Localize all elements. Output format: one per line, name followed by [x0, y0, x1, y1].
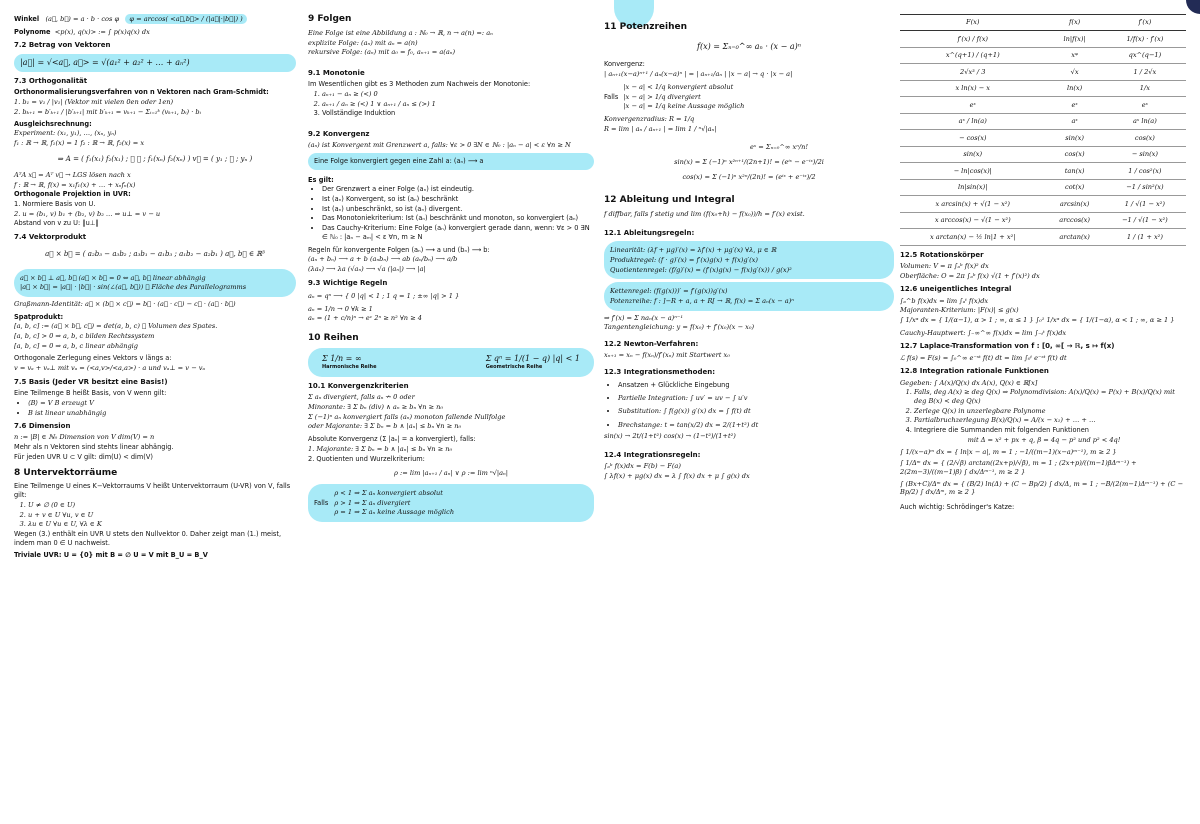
table-cell: 1 / 2√x	[1104, 64, 1186, 80]
table-cell: xᵠ	[1045, 47, 1103, 63]
table-body	[900, 31, 1186, 245]
table-row	[900, 130, 1186, 146]
table-row	[900, 179, 1186, 195]
table-cell: qx^(q−1)	[1104, 47, 1186, 63]
table-cell: aˣ / ln(a)	[900, 113, 1045, 129]
table-row	[900, 47, 1186, 63]
column-1: Winkel (a⃗, b⃗) = a · b · cos φ φ = arccos( <a⃗,b⃗> / (|a⃗|·|b⃗|) ) Polynome <p(x), q(x)> := ∫ p(x)q(x) dx 7.2 Betrag von Vektoren |a⃗| = √<a⃗, a⃗> = √(a₁² + a₂² + … + aₙ²) 7.3 Orthogonalität Orthonormalisierungsverfahren von n Vektoren nach Gram-Schmidt: 1. b₁ = v₁ / |v₁| (Vektor mit vielen 0en oder 1en) 2. bₖ₊₁ = b′ₖ₊₁ / |b′ₖ₊₁| mit b′ₖ₊₁ = vₖ₊₁ − Σᵢ₌₁ᵏ (vₖ₊₁, bᵢ) · bᵢ Ausgleichsrechnung: Experiment: (x₁, y₁), …, (xₙ, yₙ) f₁ : ℝ → ℝ, f₁(x) = 1 f₂ : ℝ → ℝ, f₂(x) = x ⇒ A = ( f₁(x₁) f₂(x₁) ; ⋮ ⋮ ; f₁(xₙ) f₂(xₙ) ) v⃗ = ( y₁ ; ⋮ ; yₙ ) AᵀA x⃗ = Aᵀ v⃗ → LGS lösen nach x f : ℝ → ℝ, f(x) = x₁f₁(x) + … + xₙfₙ(x) Orthogonale Projektion in UVR: 1. Normiere Basis von U. 2. u = (b₁, v) b₁ + (b₂, v) b₂ … ⇒ u⊥ = v − u Abstand von v zu U: ‖u⊥‖ 7.4 Vektorprodukt a⃗ × b⃗ = ( a₂b₃ − a₃b₂ ; a₃b₁ − a₁b₃ ; a₁b₂ − a₂b₁ ) a⃗, b⃗ ∈ ℝ³ a⃗ × b⃗ ⊥ a⃗, b⃗ (a⃗ × b⃗ = 0 ⇔ a⃗, b⃗ linear abhängig |a⃗ × b⃗| = |a⃗| · |b⃗| · sin(∠(a⃗, b⃗)) ≙ Fläche des Parallelogramms Graßmann-Identität: a⃗ × (b⃗ × c⃗) = b⃗ · (a⃗ · c⃗) − c⃗ · (a⃗ · b⃗) Spatprodukt: [a, b, c] := (a⃗ × b⃗, c⃗) = det(a, b, c) ≙ Volumen des Spates. [a, b, c] > 0 ⇒ a, b, c bilden Rechtssystem [a, b, c] = 0 ⇒ a, b, c linear abhängig Orthogonale Zerlegung eines Vektors v längs a: v = vₐ + vₐ⊥ mit vₐ = (<a,v>/<a,a>) · a und vₐ⊥ = v − vₐ 7.5 Basis (Jeder VR besitzt eine Basis!) Eine Teilmenge B heißt Basis, von V wenn gilt: • ⟨B⟩ = V B erzeugt V • B ist linear unabhängig 7.6 Dimension n := |B| ∈ ℕ₀ Dimension von V dim(V) = n Mehr als n Vektoren sind stehts linear abhängig. Für jeden UVR U ⊂ V gilt: dim(U) < dim(V) 8 Untervektorräume Eine Teilmenge U eines K−Vektorraums V heißt Untervektorraum (U-VR) von V, falls gilt: 1. U ≠ ∅ (0 ∈ U) 2. u + v ∈ U ∀u, v ∈ U 3. λu ∈ U ∀u ∈ U, ∀λ ∈ K Wegen (3.) enthält ein UVR U stets den Nullvektor 0. Daher zeigt man (1.) meist, indem man 0 ∈ U nachweist. Triviale UVR: U = {0} mit B = ∅ U = V mit B_U = B_V	[14, 14, 296, 561]
section-7-4: 7.4 Vektorprodukt	[14, 233, 87, 242]
table-cell: 1 / cos²(x)	[1104, 163, 1186, 179]
polynome-line: Polynome <p(x), q(x)> := ∫ p(x)q(x) dx	[14, 27, 150, 36]
vektorprodukt-highlight: a⃗ × b⃗ ⊥ a⃗, b⃗ (a⃗ × b⃗ = 0 ⇔ a⃗, b⃗ linear abhängig |a⃗ × b⃗| = |a⃗| · |b⃗| · sin(∠(a⃗, b⃗)) ≙ Fläche des Parallelogramms	[14, 269, 296, 297]
table-header-cell: f′(x)	[1104, 15, 1186, 31]
ausgleich-matrix: ⇒ A = ( f₁(x₁) f₂(x₁) ; ⋮ ⋮ ; f₁(xₙ) f₂(xₙ) ) v⃗ = ( y₁ ; ⋮ ; yₙ )	[57, 154, 253, 163]
section-12: 12 Ableitung und Integral	[604, 195, 735, 206]
rationale-list: 1. Falls, deg A(x) ≥ deg Q(x) ⇒ Polynomdivision: A(x)/Q(x) = P(x) + B(x)/Q(x) mit deg B(x) < deg Q(x) 2. Zerlege Q(x) in unzerlegbare Polynome 3. Partialbruchzerlegung B(x)/Q(x) = A/(x − x₁) + … + … 4. Integriere die Summanden mit folgenden Funktionen	[914, 388, 1188, 435]
betrag-highlight: |a⃗| = √<a⃗, a⃗> = √(a₁² + a₂² + … + aₙ²)	[14, 54, 296, 73]
section-12-5: 12.5 Rotationskörper	[900, 250, 984, 259]
table-cell: ln|f(x)|	[1045, 31, 1103, 47]
table-header-cell: F(x)	[900, 15, 1045, 31]
corner-mark	[1186, 0, 1200, 14]
table-cell: aˣ	[1045, 113, 1103, 129]
table-cell: 1 / √(1 − x²)	[1104, 196, 1186, 212]
table-cell: arctan(x)	[1045, 229, 1103, 245]
table-row	[900, 31, 1186, 47]
table-cell: x arcsin(x) + √(1 − x²)	[900, 196, 1045, 212]
section-9-3: 9.3 Wichtige Regeln	[308, 278, 388, 287]
table-cell: x arccos(x) − √(1 − x²)	[900, 212, 1045, 228]
table-cell: f′(x) / f(x)	[900, 31, 1045, 47]
section-10-1: 10.1 Konvergenzkriterien	[308, 382, 409, 391]
table-cell: ln(x)	[1045, 80, 1103, 96]
cauchy-line: Cauchy-Hauptwert: ∫₋∞^∞ f(x)dx = lim ∫₋ₜᵗ f(x)dx	[900, 328, 1067, 337]
konvergenz-cases: Falls |x − a| < 1/q konvergiert absolut |x − a| > 1/q divergiert |x − a| = 1/q keine Aussage möglich	[604, 82, 745, 111]
section-7-3: 7.3 Orthogonalität	[14, 77, 88, 86]
section-9-1: 9.1 Monotonie	[308, 68, 365, 77]
table-header-cell: f(x)	[1045, 15, 1103, 31]
konvergenz-highlight: Eine Folge konvergiert gegen eine Zahl a: (aₙ) ⟶ a	[308, 153, 594, 170]
table-cell: − sin(x)	[1104, 146, 1186, 162]
table-cell: 2√x³ / 3	[900, 64, 1045, 80]
winkel-highlight: φ = arccos( <a⃗,b⃗> / (|a⃗|·|b⃗|) )	[125, 14, 246, 24]
basis-list: • ⟨B⟩ = V B erzeugt V • B ist linear unabhängig	[28, 399, 296, 417]
table-cell: − ln|cos(x)|	[900, 163, 1045, 179]
section-12-1: 12.1 Ableitungsregeln:	[604, 229, 695, 238]
table-header-row	[900, 15, 1186, 31]
table-row	[900, 146, 1186, 162]
table-cell: arcsin(x)	[1045, 196, 1103, 212]
table-row	[900, 97, 1186, 113]
table-cell: 1/x	[1104, 80, 1186, 96]
ableitungs-tabelle	[900, 14, 1186, 246]
column-4: F(x) f(x) f′(x) f′(x) / f(x) ln|f(x)| 1/f(x) · f′(x) x^(q+1) / (q+1) xᵠ qx^(q−1) 2√x³ / 3 √x 1 / 2√x x ln(x) − x ln(x) 1/x eˣ eˣ eˣ aˣ / ln(a) aˣ aˣ ln(a) − cos(x) sin(x) cos(x) sin(x) cos(x) − sin(x) − ln|cos(x)| tan(x) 1 / cos²(x) ln|sin(x)| cot(x) −1 / sin²(x) x arcsin(x) + √(1 − x²) arcsin(x) 1 / √(1 − x²) x arccos(x) − √(1 − x²) arccos(x) −1 / √(1 − x²) x arctan(x) − ½ ln|1 + x²| arctan(x) 1 / (1 + x²) 12.5 Rotationskörper Volumen: V = π ∫ₐᵇ f(x)² dx Oberfläche: O = 2π ∫ₐᵇ f(x) √(1 + f′(x)²) dx 12.6 uneigentliches Integral ∫ₐ^b f(x)dx = lim ∫ₐᵗ f(x)dx Majoranten-Kriterium: |F(x)| ≤ g(x) ∫ 1/xᵅ dx = { 1/(α−1), α > 1 ; ∞, α ≤ 1 } ∫₀¹ 1/xᵅ dx = { 1/(1−α), α < 1 ; ∞, α ≥ 1 } Cauchy-Hauptwert: ∫₋∞^∞ f(x)dx = lim ∫₋ₜᵗ f(x)dx 12.7 Laplace-Transformation von f : [0, ∞[ → ℝ, s ↦ f(x) ℒ f(s) = F(s) = ∫₀^∞ e⁻ˢᵗ f(t) dt = lim ∫₀ᵗ e⁻ˢᵗ f(t) dt 12.8 Integration rationale Funktionen Gegeben: ∫ A(x)/Q(x) dx A(x), Q(x) ∈ ℝ[x] 1. Falls, deg A(x) ≥ deg Q(x) ⇒ Polynomdivision: A(x)/Q(x) = P(x) + B(x)/Q(x) mit deg B(x) < deg Q(x) 2. Zerlege Q(x) in unzerlegbare Polynome 3. Partialbruchzerlegung B(x)/Q(x) = A/(x − x₁) + … + … 4. Integriere die Summanden mit folgenden Funktionen mit Δ = x² + px + q, β = 4q − p² und p² < 4q! ∫ 1/(x−a)ᵐ dx = { ln|x − a|, m = 1 ; −1/((m−1)(x−a)ᵐ⁻¹), m ≥ 2 } ∫ 1/Δᵐ dx = { (2/√β) arctan((2x+p)/√β), m = 1 ; (2x+p)/((m−1)βΔᵐ⁻¹) + 2(2m−3)/((m−1)β) ∫ dx/Δᵐ⁻¹, m ≥ 2 } ∫ (Bx+C)/Δᵐ dx = { (B/2) ln(Δ) + (C − Bp/2) ∫ dx/Δ, m = 1 ; −B/(2(m−1)Δᵐ⁻¹) + (C − Bp/2) ∫ dx/Δᵐ, m ≥ 2 } Auch wichtig: Schrödinger's Katze:	[900, 14, 1188, 513]
section-9: 9 Folgen	[308, 14, 352, 24]
table-cell: cot(x)	[1045, 179, 1103, 195]
section-7-5: 7.5 Basis (Jeder VR besitzt eine Basis!)	[14, 377, 168, 386]
table-cell: sin(x)	[1045, 130, 1103, 146]
table-row	[900, 163, 1186, 179]
section-12-3: 12.3 Integrationsmethoden:	[604, 368, 716, 377]
reihen-highlight: Σ 1/n = ∞ Harmonische Reihe Σ qⁿ = 1/(1 − q) |q| < 1 Geometrische Reihe	[308, 348, 594, 377]
section-7-2: 7.2 Betrag von Vektoren	[14, 41, 111, 50]
table-row	[900, 80, 1186, 96]
section-10: 10 Reihen	[308, 333, 359, 344]
column-3: 11 Potenzreihen f(x) = Σₙ₌₀^∞ aₙ · (x − a)ⁿ Konvergenz: | aₙ₊₁(x−a)ⁿ⁺¹ / aₙ(x−a)ⁿ | = | aₙ₊₁/aₙ | |x − a| → q · |x − a| Falls |x − a| < 1/q konvergiert absolut |x − a| > 1/q divergiert |x − a| = 1/q keine Aussage möglich Konvergenzradius: R = 1/q R = lim | aₙ / aₙ₊₁ | = lim 1 / ⁿ√|aₙ| eˣ = Σₙ₌₀^∞ xⁿ/n! sin(x) = Σ (−1)ⁿ x²ⁿ⁺¹/(2n+1)! = (eⁱˣ − e⁻ⁱˣ)/2i cos(x) = Σ (−1)ⁿ x²ⁿ/(2n)! = (eⁱˣ + e⁻ⁱˣ)/2 12 Ableitung und Integral f diffbar, falls f stetig und lim (f(x₀+h) − f(x₀))/h = f′(x) exist. 12.1 Ableitungsregeln: Linearität: (λf + μg)′(x) = λf′(x) + μg′(x) ∀λ, μ ∈ ℝ Produktregel: (f · g)′(x) = f′(x)g(x) + f(x)g′(x) Quotientenregel: (f/g)′(x) = (f′(x)g(x) − f(x)g′(x)) / g(x)² Kettenregel: (f(g(x)))′ = f′(g(x))g′(x) Potenzreihe: f : ]−R + a, a + R[ → ℝ, f(x) = Σ aₙ(x − a)ⁿ ⇒ f′(x) = Σ naₙ(x − a)ⁿ⁻¹ Tangentengleichung: y = f(x₀) + f′(x₀)(x − x₀) 12.2 Newton-Verfahren: xₙ₊₁ = xₙ − f(xₙ)/f′(xₙ) mit Startwert x₀ 12.3 Integrationsmethoden: • Ansatzen + Glückliche Eingebung • Partielle Integration: ∫ uv′ = uv − ∫ u′v • Substitution: ∫ f(g(x)) g′(x) dx = ∫ f(t) dt • Brechstange: t = tan(x/2) dx = 2/(1+t²) dt sin(x) → 2t/(1+t²) cos(x) → (1−t²)/(1+t²) 12.4 Integrationsregeln: ∫ₐᵇ f(x)dx = F(b) − F(a) ∫ λf(x) + μg(x) dx = λ ∫ f(x) dx + μ ∫ g(x) dx	[604, 14, 894, 482]
winkel-line: Winkel (a⃗, b⃗) = a · b · cos φ φ = arccos( <a⃗,b⃗> / (|a⃗|·|b⃗|) )	[14, 15, 296, 24]
table-cell: tan(x)	[1045, 163, 1103, 179]
table-cell: x ln(x) − x	[900, 80, 1045, 96]
column-2: 9 Folgen Eine Folge ist eine Abbildung a : ℕ₀ → ℝ, n → a(n) =: aₙ explizite Folge: (aₙ) mit aₙ = a(n) rekursive Folge: (aₙ) mit a₀ = f₀, aₙ₊₁ = a(aₙ) 9.1 Monotonie Im Wesentlichen gibt es 3 Methoden zum Nachweis der Monotonie: 1. aₙ₊₁ − aₙ ≥ (<) 0 2. aₙ₊₁ / aₙ ≥ (<) 1 ∨ aₙ₊₁ / aₙ ≤ (>) 1 3. Vollständige Induktion 9.2 Konvergenz (aₙ) ist Konvergent mit Grenzwert a, falls: ∀ε > 0 ∃N ∈ ℕ₀ : |aₙ − a| < ε ∀n ≥ N Eine Folge konvergiert gegen eine Zahl a: (aₙ) ⟶ a Es gilt: • Der Grenzwert a einer Folge (aₙ) ist eindeutig. • Ist (aₙ) Konvergent, so ist (aₙ) beschränkt • Ist (aₙ) unbeschränkt, so ist (aₙ) divergent. • Das Monotoniekriterium: Ist (aₙ) beschränkt und monoton, so konvergiert (aₙ) • Das Cauchy-Kriterium: Eine Folge (aₙ) konvergiert gerade dann, wenn: ∀ε > 0 ∃N ∈ ℕ₀ : |aₙ − aₘ| < ε ∀n, m ≥ N Regeln für konvergente Folgen (aₙ) ⟶ a und (bₙ) ⟶ b: (aₙ + bₙ) ⟶ a + b (aₙbₙ) ⟶ ab (aₙ/bₙ) ⟶ a/b (λaₙ) ⟶ λa (√aₙ) ⟶ √a (|aₙ|) ⟶ |a| 9.3 Wichtige Regeln aₙ = qⁿ ⟶ { 0 |q| < 1 ; 1 q = 1 ; ±∞ |q| > 1 } aₙ = 1/n → 0 ∀k ≥ 1 aₙ = (1 + c/n)ⁿ → eᶜ 2ⁿ ≥ n² ∀n ≥ 4 10 Reihen Σ 1/n = ∞ Harmonische Reihe Σ qⁿ = 1/(1 − q) |q| < 1 Geometrische Reihe 10.1 Konvergenzkriterien Σ aₙ divergiert, falls aₙ ↛ 0 oder Minorante: ∃ Σ bₙ (div) ∧ aₙ ≥ bₙ ∀n ≥ n₀ Σ (−1)ⁿ aₙ konvergiert falls (aₙ) monoton fallende Nullfolge oder Majorante: ∃ Σ bₙ = b ∧ |aₙ| ≤ bₙ ∀n ≥ n₀ Absolute Konvergenz (Σ |aₙ| = a konvergiert), falls: 1. Majorante: ∃ Σ bₙ = b ∧ |aₙ| ≤ bₙ ∀n ≥ n₀ 2. Quotienten und Wurzelkriterium: ρ := lim |aₙ₊₁ / aₙ| ∨ ρ := lim ⁿ√|aₙ| Falls ρ < 1 ⇒ Σ aₙ konvergiert absolut ρ > 1 ⇒ Σ aₙ divergiert ρ = 1 ⇒ Σ aₙ keine Aussage möglich	[308, 14, 594, 525]
table-row	[900, 113, 1186, 129]
section-7-6: 7.6 Dimension	[14, 422, 71, 431]
table-row	[900, 64, 1186, 80]
monotonie-list: 1. aₙ₊₁ − aₙ ≥ (<) 0 2. aₙ₊₁ / aₙ ≥ (<) 1 ∨ aₙ₊₁ / aₙ ≤ (>) 1 3. Vollständige Induktion	[322, 90, 594, 118]
table-row	[900, 196, 1186, 212]
section-12-8: 12.8 Integration rationale Funktionen	[900, 367, 1049, 376]
section-12-7: 12.7 Laplace-Transformation von f : [0, ∞[ → ℝ, s ↦ f(x)	[900, 342, 1115, 351]
vektorprodukt-formula: a⃗ × b⃗ = ( a₂b₃ − a₃b₂ ; a₃b₁ − a₁b₃ ; a₁b₂ − a₂b₁ ) a⃗, b⃗ ∈ ℝ³	[45, 250, 265, 259]
section-12-2: 12.2 Newton-Verfahren:	[604, 340, 699, 349]
table-cell: cos(x)	[1045, 146, 1103, 162]
table-cell: 1/f(x) · f′(x)	[1104, 31, 1186, 47]
table-cell: 1 / (1 + x²)	[1104, 229, 1186, 245]
table-row	[900, 212, 1186, 228]
integrationsmethoden-list: • Ansatzen + Glückliche Eingebung • Partielle Integration: ∫ uv′ = uv − ∫ u′v • Substitution: ∫ f(g(x)) g′(x) dx = ∫ f(t) dt • Brechstange: t = tan(x/2) dx = 2/(1+t²) dt	[618, 381, 894, 430]
quotienten-highlight: Falls ρ < 1 ⇒ Σ aₙ konvergiert absolut ρ > 1 ⇒ Σ aₙ divergiert ρ = 1 ⇒ Σ aₙ keine Aussage möglich	[308, 484, 594, 522]
table-cell: ln|sin(x)|	[900, 179, 1045, 195]
table-cell: arccos(x)	[1045, 212, 1103, 228]
section-8: 8 Untervektorräume	[14, 467, 118, 478]
kettenregel-highlight: Kettenregel: (f(g(x)))′ = f′(g(x))g′(x) Potenzreihe: f : ]−R + a, a + R[ → ℝ, f(x) = Σ aₙ(x − a)ⁿ	[604, 282, 894, 310]
section-9-2: 9.2 Konvergenz	[308, 130, 370, 139]
table-cell: cos(x)	[1104, 130, 1186, 146]
table-cell: x^(q+1) / (q+1)	[900, 47, 1045, 63]
section-12-6: 12.6 uneigentliches Integral	[900, 285, 1012, 294]
uvr-list: 1. U ≠ ∅ (0 ∈ U) 2. u + v ∈ U ∀u, v ∈ U 3. λu ∈ U ∀u ∈ U, ∀λ ∈ K	[28, 501, 296, 529]
es-gilt-list: • Der Grenzwert a einer Folge (aₙ) ist eindeutig. • Ist (aₙ) Konvergent, so ist (aₙ) beschränkt • Ist (aₙ) unbeschränkt, so ist (aₙ) divergent. • Das Monotoniekriterium: Ist (aₙ) beschränkt und monoton, so konvergiert (aₙ) • Das Cauchy-Kriterium: Eine Folge (aₙ) konvergiert gerade dann, wenn: ∀ε > 0 ∃N ∈ ℕ₀ : |aₙ − aₘ| < ε ∀n, m ≥ N	[322, 185, 594, 241]
table-cell: −1 / sin²(x)	[1104, 179, 1186, 195]
table-cell: sin(x)	[900, 146, 1045, 162]
section-11: 11 Potenzreihen	[604, 22, 688, 32]
table-cell: −1 / √(1 − x²)	[1104, 212, 1186, 228]
table-cell: eˣ	[1045, 97, 1103, 113]
table-cell: x arctan(x) − ½ ln|1 + x²|	[900, 229, 1045, 245]
table-cell: − cos(x)	[900, 130, 1045, 146]
table-cell: eˣ	[1104, 97, 1186, 113]
table-cell: aˣ ln(a)	[1104, 113, 1186, 129]
table-cell: √x	[1045, 64, 1103, 80]
table-cell: eˣ	[900, 97, 1045, 113]
ableitungsregeln-highlight: Linearität: (λf + μg)′(x) = λf′(x) + μg′(x) ∀λ, μ ∈ ℝ Produktregel: (f · g)′(x) = f′(x)g(x) + f(x)g′(x) Quotientenregel: (f/g)′(x) = (f′(x)g(x) − f(x)g′(x)) / g(x)²	[604, 241, 894, 279]
section-12-4: 12.4 Integrationsregeln:	[604, 450, 701, 459]
table-row	[900, 229, 1186, 245]
